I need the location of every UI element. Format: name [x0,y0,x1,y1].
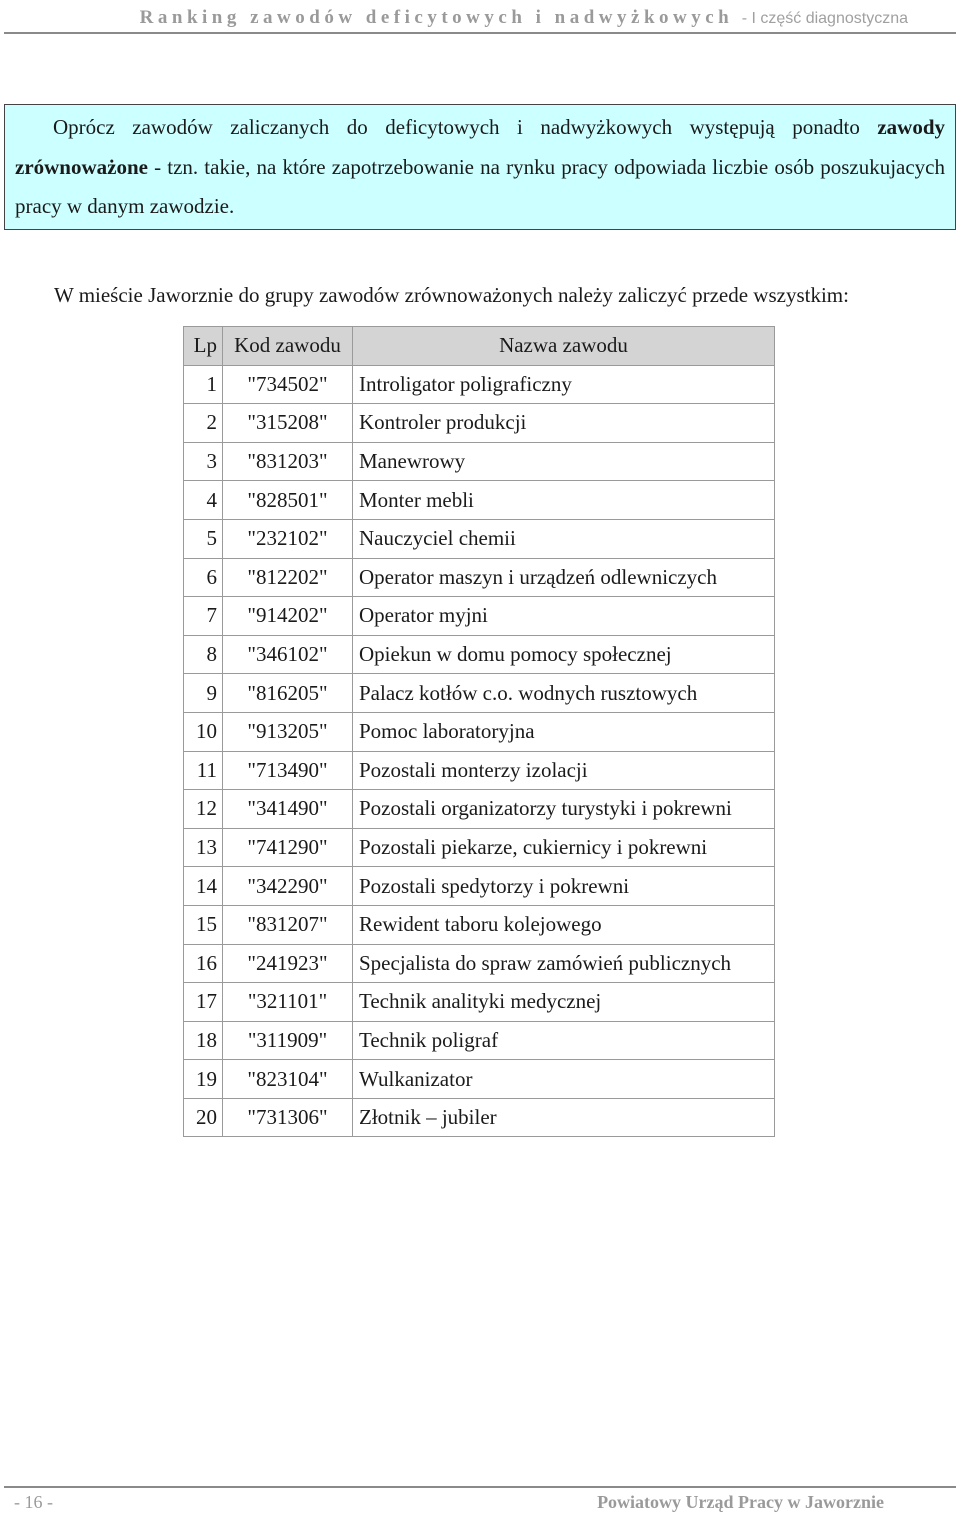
table-row [184,597,775,636]
table-row [184,1021,775,1060]
occupations-table [183,326,775,1137]
row-lp: 10 [184,712,223,751]
table-row [184,558,775,597]
table-row [184,404,775,443]
row-nazwa: Rewident taboru kolejowego [353,905,775,944]
row-kod: "241923" [223,944,353,983]
table-row [184,983,775,1022]
row-kod: "311909" [223,1021,353,1060]
row-lp: 7 [184,597,223,636]
row-lp: 6 [184,558,223,597]
row-kod: "812202" [223,558,353,597]
row-nazwa: Pozostali organizatorzy turystyki i pokrewni [353,790,775,829]
footer-page-number: - 16 - [14,1492,53,1512]
intro-paragraph [15,108,945,227]
row-kod: "823104" [223,1060,353,1099]
row-kod: "321101" [223,983,353,1022]
table-row [184,481,775,520]
row-nazwa: Manewrowy [353,442,775,481]
row-kod: "713490" [223,751,353,790]
footer-organization: Powiatowy Urząd Pracy w Jaworznie [597,1492,884,1512]
row-nazwa: Specjalista do spraw zamówień publicznych [353,944,775,983]
lead-text: W mieście Jaworznie do grupy zawodów zrównoważonych należy zaliczyć przede wszystkim: [54,283,849,307]
row-nazwa: Monter mebli [353,481,775,520]
row-nazwa: Operator myjni [353,597,775,636]
row-nazwa: Pomoc laboratoryjna [353,712,775,751]
row-kod: "741290" [223,828,353,867]
row-lp: 12 [184,790,223,829]
header-kod: Kod zawodu [223,327,353,366]
intro-bold-term: zawody zrównoważone [15,115,945,179]
page-footer [4,1486,956,1516]
row-kod: "828501" [223,481,353,520]
table-row [184,828,775,867]
table-row [184,674,775,713]
row-lp: 9 [184,674,223,713]
header-subtitle: - I część diagnostyczna [737,10,908,27]
row-lp: 1 [184,365,223,404]
table-row [184,751,775,790]
row-nazwa: Palacz kotłów c.o. wodnych rusztowych [353,674,775,713]
row-kod: "914202" [223,597,353,636]
table-row [184,712,775,751]
page-header [4,0,956,34]
row-kod: "315208" [223,404,353,443]
table-row [184,519,775,558]
row-kod: "831207" [223,905,353,944]
row-nazwa: Nauczyciel chemii [353,519,775,558]
table-row [184,1098,775,1137]
row-lp: 3 [184,442,223,481]
row-lp: 19 [184,1060,223,1099]
row-kod: "232102" [223,519,353,558]
intro-box [4,104,956,230]
row-nazwa: Pozostali monterzy izolacji [353,751,775,790]
row-nazwa: Pozostali spedytorzy i pokrewni [353,867,775,906]
row-lp: 5 [184,519,223,558]
table-row [184,790,775,829]
row-nazwa: Technik poligraf [353,1021,775,1060]
row-nazwa: Introligator poligraficzny [353,365,775,404]
row-lp: 8 [184,635,223,674]
row-nazwa: Złotnik – jubiler [353,1098,775,1137]
intro-text-before: Oprócz zawodów zaliczanych do deficytowych i nadwyżkowych występują ponadto [53,115,878,139]
row-nazwa: Kontroler produkcji [353,404,775,443]
table-row [184,365,775,404]
header-nazwa: Nazwa zawodu [353,327,775,366]
header-lp: Lp [184,327,223,366]
table-row [184,905,775,944]
row-kod: "346102" [223,635,353,674]
row-nazwa: Wulkanizator [353,1060,775,1099]
row-kod: "831203" [223,442,353,481]
table-row [184,867,775,906]
table-row [184,944,775,983]
row-lp: 20 [184,1098,223,1137]
row-nazwa: Operator maszyn i urządzeń odlewniczych [353,558,775,597]
row-nazwa: Opiekun w domu pomocy społecznej [353,635,775,674]
row-lp: 16 [184,944,223,983]
row-lp: 11 [184,751,223,790]
intro-text-after: - tzn. takie, na które zapotrzebowanie na rynku pracy odpowiada liczbie osób poszukujacych pracy w danym zawodzie. [15,154,945,218]
row-kod: "913205" [223,712,353,751]
row-lp: 4 [184,481,223,520]
row-kod: "731306" [223,1098,353,1137]
row-lp: 2 [184,404,223,443]
table-row [184,442,775,481]
row-lp: 15 [184,905,223,944]
table-row [184,635,775,674]
table-header-row [184,327,775,366]
row-kod: "734502" [223,365,353,404]
table-body [184,365,775,1137]
table-row [184,1060,775,1099]
row-lp: 14 [184,867,223,906]
row-kod: "342290" [223,867,353,906]
row-kod: "341490" [223,790,353,829]
row-kod: "816205" [223,674,353,713]
row-nazwa: Technik analityki medycznej [353,983,775,1022]
row-lp: 17 [184,983,223,1022]
row-nazwa: Pozostali piekarze, cukiernicy i pokrewni [353,828,775,867]
row-lp: 18 [184,1021,223,1060]
header-title: Ranking zawodów deficytowych i nadwyżkowych [139,7,734,28]
row-lp: 13 [184,828,223,867]
